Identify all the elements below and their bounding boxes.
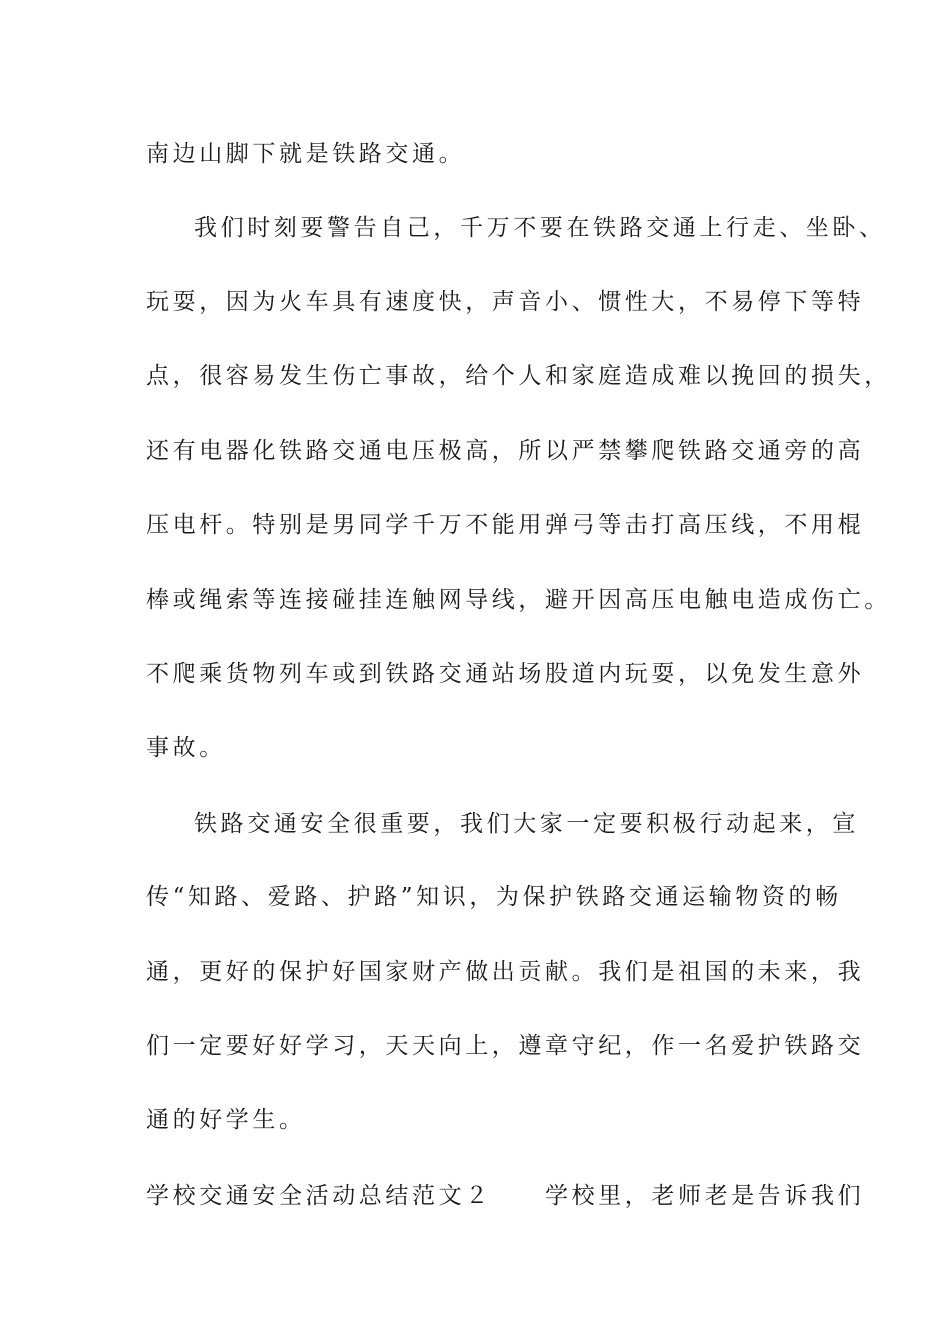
paragraph-start-line: 铁路交通安全很重要，我们大家一定要积极行动起来，宣 <box>194 811 859 837</box>
text-line: 棒或绳索等连接碰挂连触网导线，避开因高压电触电造成伤亡。 <box>146 587 891 613</box>
paragraph-start-line: 我们时刻要警告自己，千万不要在铁路交通上行走、坐卧、 <box>194 215 886 241</box>
section-heading-line: 学校交通安全活动总结范文２ 学校里，老师老是告诉我们 <box>146 1183 865 1209</box>
text-line: 事故。 <box>146 735 226 761</box>
text-line: 玩耍，因为火车具有速度快，声音小、惯性大，不易停下等特 <box>146 289 865 315</box>
text-line: 们一定要好好学习，天天向上，遵章守纪，作一名爱护铁路交 <box>146 1033 865 1059</box>
text-line: 不爬乘货物列车或到铁路交通站场股道内玩耍，以免发生意外 <box>146 661 865 687</box>
text-line: 点，很容易发生伤亡事故，给个人和家庭造成难以挽回的损失， <box>146 363 891 389</box>
text-line: 通，更好的保护好国家财产做出贡献。我们是祖国的未来，我 <box>146 959 865 985</box>
text-line: 压电杆。特别是男同学千万不能用弹弓等击打高压线，不用棍 <box>146 512 865 538</box>
text-line: 还有电器化铁路交通电压极高，所以严禁攀爬铁路交通旁的高 <box>146 438 865 464</box>
text-line: 传“知路、爱路、护路”知识，为保护铁路交通运输物资的畅 <box>146 884 842 910</box>
text-line: 通的好学生。 <box>146 1107 306 1133</box>
text-line: 南边山脚下就是铁路交通。 <box>146 141 466 167</box>
